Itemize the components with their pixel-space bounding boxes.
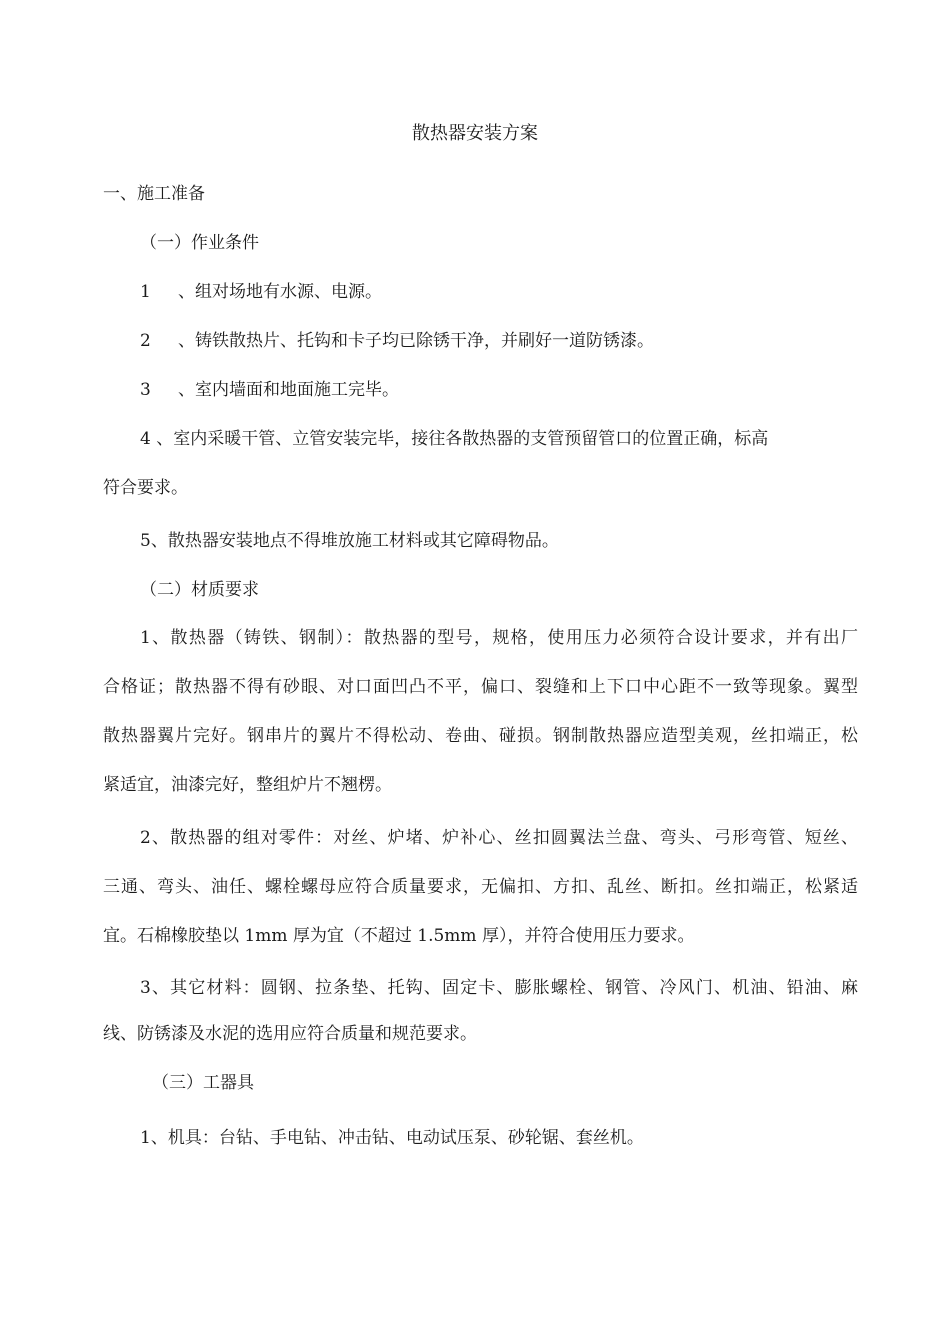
paragraph-line: 4 、室内采暖干管、立管安装完毕，接往各散热器的支管预留管口的位置正确，标高 <box>140 429 769 449</box>
paragraph-line: 3、其它材料：圆钢、拉条垫、托钩、固定卡、膨胀螺栓、钢管、冷风门、机油、铅油、麻 <box>140 978 858 998</box>
paragraph-line: 2、散热器的组对零件：对丝、炉堵、炉补心、丝扣圆翼法兰盘、弯头、弓形弯管、短丝、 <box>140 828 858 848</box>
list-number: 3 <box>140 380 151 400</box>
list-number: 2 <box>140 331 151 351</box>
paragraph-line: 散热器翼片完好。钢串片的翼片不得松动、卷曲、碰损。钢制散热器应造型美观，丝扣端正，松 <box>103 726 858 746</box>
paragraph-line: 1、机具：台钻、手电钻、冲击钻、电动试压泵、砂轮锯、套丝机。 <box>140 1128 644 1148</box>
subsection-heading: （二）材质要求 <box>140 580 259 600</box>
paragraph-line: 符合要求。 <box>103 478 188 498</box>
paragraph-line: 紧适宜，油漆完好，整组炉片不翘楞。 <box>103 775 392 795</box>
paragraph-line: 宜。石棉橡胶垫以 1mm 厚为宜（不超过 1.5mm 厚），并符合使用压力要求。 <box>103 926 695 946</box>
list-item <box>140 330 654 352</box>
list-item <box>140 379 399 401</box>
list-number: 1 <box>140 282 151 302</box>
list-item <box>140 281 382 303</box>
list-text: 、组对场地有水源、电源。 <box>178 282 382 302</box>
section-heading: 一、施工准备 <box>103 184 205 204</box>
list-text: 、铸铁散热片、托钩和卡子均已除锈干净，并刷好一道防锈漆。 <box>178 331 654 351</box>
paragraph-line: 1、散热器（铸铁、钢制）：散热器的型号，规格，使用压力必须符合设计要求，并有出厂 <box>140 628 858 648</box>
subsection-heading: （三）工器具 <box>152 1073 254 1093</box>
paragraph-line: 三通、弯头、油任、螺栓螺母应符合质量要求，无偏扣、方扣、乱丝、断扣。丝扣端正，松紧适 <box>103 877 858 897</box>
paragraph-line: 线、防锈漆及水泥的选用应符合质量和规范要求。 <box>103 1024 477 1044</box>
subsection-heading: （一）作业条件 <box>140 233 259 253</box>
paragraph-line: 合格证；散热器不得有砂眼、对口面凹凸不平，偏口、裂缝和上下口中心距不一致等现象。翼型 <box>103 677 858 697</box>
document-title: 散热器安装方案 <box>412 123 538 144</box>
paragraph-line: 5、散热器安装地点不得堆放施工材料或其它障碍物品。 <box>140 531 559 551</box>
list-text: 、室内墙面和地面施工完毕。 <box>178 380 399 400</box>
